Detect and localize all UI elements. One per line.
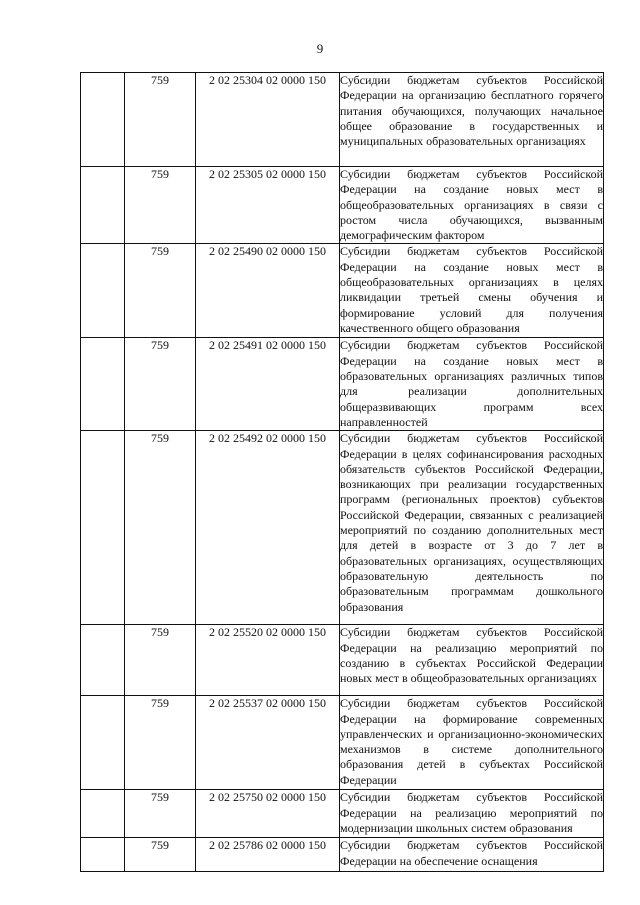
empty-cell: [81, 625, 125, 696]
description-cell: [340, 696, 604, 790]
empty-cell: [81, 73, 125, 167]
description-text: Субсидии бюджетам субъектов Российской Федерации на создание новых мест в образовательных организациях различных типов для реализации дополнительных общеразвивающих программ всех направленностей: [340, 338, 603, 429]
description-text: Субсидии бюджетам субъектов Российской Федерации на создание новых мест в общеобразовательных организациях в связи с ростом числа обучающихся, вызванным демографическим фактором: [340, 167, 603, 243]
empty-cell: [81, 244, 125, 338]
admin-code-cell: 759: [125, 167, 196, 244]
budget-code-cell: 2 02 25491 02 0000 150: [196, 338, 340, 431]
description-cell: [340, 73, 604, 167]
admin-code-cell: 759: [125, 790, 196, 838]
page-number: 9: [316, 41, 324, 56]
admin-code-cell: 759: [125, 696, 196, 790]
description-text: Субсидии бюджетам субъектов Российской Федерации на организацию бесплатного горячего питания обучающихся, получающих начальное общее образование в государственных и муниципальных образовательных организациях: [340, 73, 603, 149]
budget-code-cell: 2 02 25492 02 0000 150: [196, 431, 340, 625]
budget-code-cell: 2 02 25304 02 0000 150: [196, 73, 340, 167]
empty-cell: [81, 790, 125, 838]
description-cell: [340, 431, 604, 625]
admin-code-cell: 759: [125, 244, 196, 338]
description-cell: [340, 244, 604, 338]
table-row: [81, 167, 604, 244]
table-row: [81, 838, 604, 872]
empty-cell: [81, 431, 125, 625]
budget-code-cell: 2 02 25786 02 0000 150: [196, 838, 340, 872]
empty-cell: [81, 696, 125, 790]
description-text: Субсидии бюджетам субъектов Российской Федерации на обеспечение оснащения: [340, 838, 603, 868]
budget-code-cell: 2 02 25490 02 0000 150: [196, 244, 340, 338]
budget-codes-table: [80, 72, 604, 872]
description-text: Субсидии бюджетам субъектов Российской Федерации на создание новых мест в общеобразовательных организациях в целях ликвидации третьей смены обучения и формирование условий для получения качественного общего образования: [340, 244, 603, 335]
admin-code-cell: 759: [125, 73, 196, 167]
table-row: [81, 244, 604, 338]
table-row: [81, 73, 604, 167]
admin-code-cell: 759: [125, 838, 196, 872]
description-cell: [340, 625, 604, 696]
description-text: Субсидии бюджетам субъектов Российской Федерации в целях софинансирования расходных обязательств субъектов Российской Федерации, возникающих при реализации государственных программ (региональных проектов) субъектов Российской Федерации, связанных с реализацией мероприятий по созданию дополнительных мест для детей в возрасте от 3 до 7 лет в образовательных организациях, осуществляющих образовательную деятельность по образовательным программам дошкольного образования: [340, 431, 603, 614]
table-row: [81, 696, 604, 790]
budget-code-cell: 2 02 25537 02 0000 150: [196, 696, 340, 790]
budget-code-cell: 2 02 25520 02 0000 150: [196, 625, 340, 696]
empty-cell: [81, 338, 125, 431]
description-text: Субсидии бюджетам субъектов Российской Федерации на формирование современных управленческих и организационно-экономических механизмов в системе дополнительного образования детей в субъектах Российской Федерации: [340, 696, 603, 787]
admin-code-cell: 759: [125, 431, 196, 625]
budget-code-cell: 2 02 25750 02 0000 150: [196, 790, 340, 838]
empty-cell: [81, 167, 125, 244]
admin-code-cell: 759: [125, 625, 196, 696]
admin-code-cell: 759: [125, 338, 196, 431]
description-cell: [340, 167, 604, 244]
budget-code-cell: 2 02 25305 02 0000 150: [196, 167, 340, 244]
description-text: Субсидии бюджетам субъектов Российской Федерации на реализацию мероприятий по созданию в субъектах Российской Федерации новых мест в общеобразовательных организациях: [340, 625, 603, 686]
table-row: [81, 625, 604, 696]
description-text: Субсидии бюджетам субъектов Российской Федерации на реализацию мероприятий по модернизации школьных систем образования: [340, 790, 603, 835]
table-row: [81, 790, 604, 838]
table-row: [81, 338, 604, 431]
table-row: [81, 431, 604, 625]
description-cell: [340, 790, 604, 838]
description-cell: [340, 838, 604, 872]
empty-cell: [81, 838, 125, 872]
description-cell: [340, 338, 604, 431]
